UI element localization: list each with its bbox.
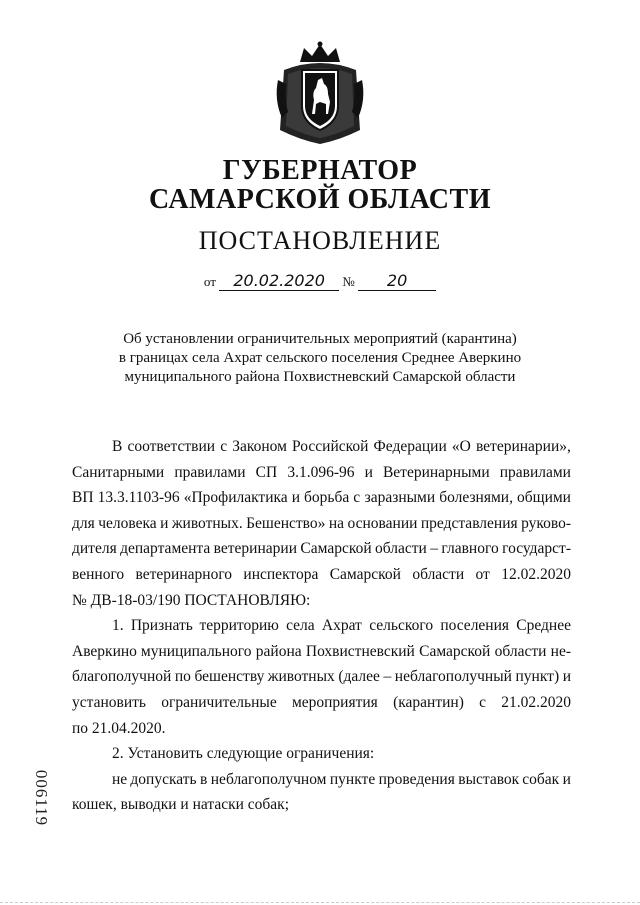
document-body [72,434,571,818]
body-line: венного ветеринарного инспектора Самарской области от 12.02.2020 [72,565,571,583]
governor-heading: ГУБЕРНАТОР [222,155,418,186]
body-line: № ДВ-18-03/190 ПОСТАНОВЛЯЮ: [72,591,311,609]
body-line: по 21.04.2020. [72,719,166,737]
document-number: 20 [358,272,436,291]
date-number-line [0,272,640,291]
from-label: от [203,274,216,289]
document-title [80,330,560,387]
body-line: дителя департамента ветеринарии Самарской области – главного государст- [72,540,571,558]
title-line: Об установлении ограничительных мероприятий (карантина) [123,331,517,347]
body-line: установить ограничительные мероприятия (карантин) с 21.02.2020 [72,693,571,711]
body-line: благополучной по бешенству животных (далее – неблагополучный пункт) и [72,668,571,686]
body-line: для человека и животных. Бешенство» на основании представления руково- [72,514,571,532]
page-bottom-rule [0,902,640,904]
body-line: не допускать в неблагополучном пункте проведения выставок собак и [112,770,571,788]
title-line: муниципального района Похвистневский Самарской области [124,369,516,385]
serial-stamp [29,765,53,835]
body-line: кошек, выводки и натаски собак; [72,796,290,814]
document-type-heading: ПОСТАНОВЛЕНИЕ [198,226,442,255]
serial-number: 006119 [32,769,51,827]
body-line: 1. Признать территорию села Ахрат сельского поселения Среднее [112,617,571,635]
body-line: ВП 13.3.1103-96 «Профилактика и борьба с заразными болезнями, общими [72,489,571,507]
region-heading: САМАРСКОЙ ОБЛАСТИ [149,184,491,215]
body-line: 2. Установить следующие ограничения: [112,745,375,763]
samara-coat-of-arms-icon [270,40,370,150]
body-line: Аверкино муниципального района Похвистневский Самарской области не- [72,642,571,660]
document-date: 20.02.2020 [219,272,339,291]
number-label: № [342,274,355,289]
title-line: в границах села Ахрат сельского поселения Среднее Аверкино [118,350,522,366]
body-line: Санитарными правилами СП 3.1.096-96 и Ветеринарными правилами [72,463,571,481]
body-line: В соответствии с Законом Российской Федерации «О ветеринарии», [112,438,571,455]
